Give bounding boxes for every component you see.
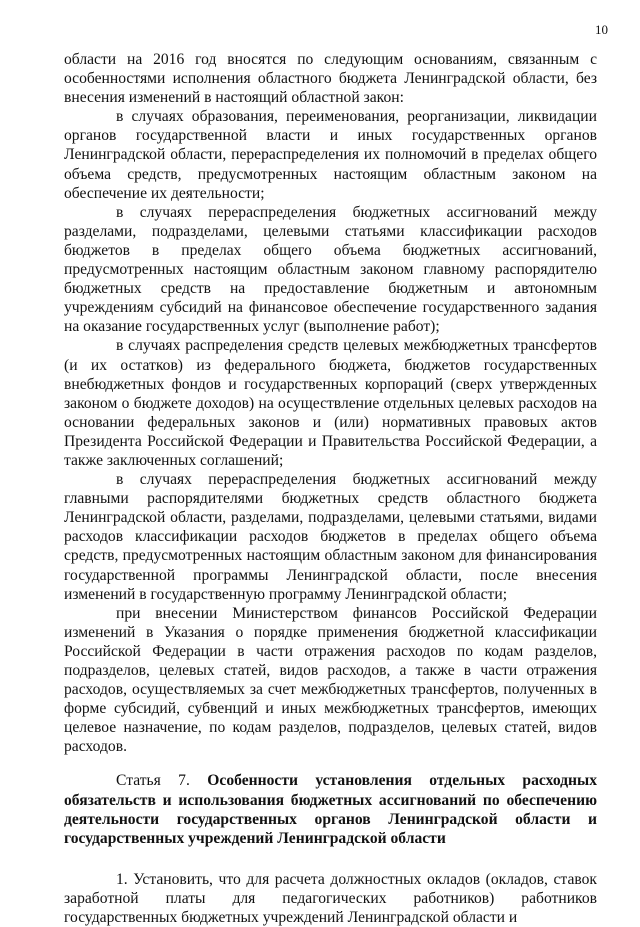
paragraph: области на 2016 год вносятся по следующим основаниям, связанным с особенностями исполнения областного бюджета Ленинградской области, без внесения изменений в настоящий областной закон: bbox=[64, 51, 597, 107]
paragraph: в случаях образования, переименования, реорганизации, ликвидации органов государственной власти и иных государственных органов Ленинградской области, перераспределения их полномочий в пределах общего объема средств, предусмотренных настоящим областным законом на обеспечение их деятельности; bbox=[64, 108, 597, 202]
document-body bbox=[64, 50, 597, 927]
paragraph: в случаях перераспределения бюджетных ассигнований между главными распорядителями бюджетных средств областного бюджета Ленинградской области, разделами, подразделами, целевыми статьями, видами расходов классификации расходов бюджетов в пределах общего объема средств, предусмотренных настоящим областным законом для финансирования государственной программы Ленинградской области, после внесения изменений в государственную программу Ленинградской области; bbox=[64, 471, 597, 603]
page-number: 10 bbox=[595, 22, 608, 37]
article-title: Особенности установления отдельных расходных обязательств и использования бюджетных ассигнований по обеспечению деятельности государственных органов Ленинградской области и государственных учреждений Ленинградской области bbox=[64, 772, 598, 847]
article-label: Статья 7. bbox=[116, 772, 190, 790]
paragraph: в случаях распределения средств целевых межбюджетных трансфертов (и их остатков) из федерального бюджета, бюджетов государственных внебюджетных фондов и государственных корпораций (сверх утвержденных законом о бюджете доходов) на осуществление отдельных целевых расходов на основании федеральных законов и (или) нормативных правовых актов Президента Российской Федерации и Правительства Российской Федерации, а также заключенных соглашений; bbox=[64, 337, 597, 469]
paragraph: при внесении Министерством финансов Российской Федерации изменений в Указания о порядке применения бюджетной классификации Российской Федерации в части отражения расходов по кодам разделов, подразделов, целевых статей, видов расходов, а также в части отражения расходов, осуществляемых за счет межбюджетных трансфертов, полученных в форме субсидий, субвенций и иных межбюджетных трансфертов, имеющих целевое назначение, по кодам разделов, подразделов, целевых статей, видов расходов. bbox=[64, 604, 597, 756]
paragraph: в случаях перераспределения бюджетных ассигнований между разделами, подразделами, целевыми статьями классификации расходов бюджетов в пределах общего объема бюджетных ассигнований, предусмотренных настоящим областным законом главному распорядителю бюджетных средств на предоставление бюджетным и автономным учреждениям субсидий на финансовое обеспечение государственного задания на оказание государственных услуг (выполнение работ); bbox=[64, 203, 597, 336]
article-item-1: 1. Установить, что для расчета должностных окладов (окладов, ставок заработной платы для педагогических работников) работников государственных бюджетных учреждений Ленинградской области и bbox=[64, 870, 597, 927]
article-heading bbox=[64, 771, 597, 847]
